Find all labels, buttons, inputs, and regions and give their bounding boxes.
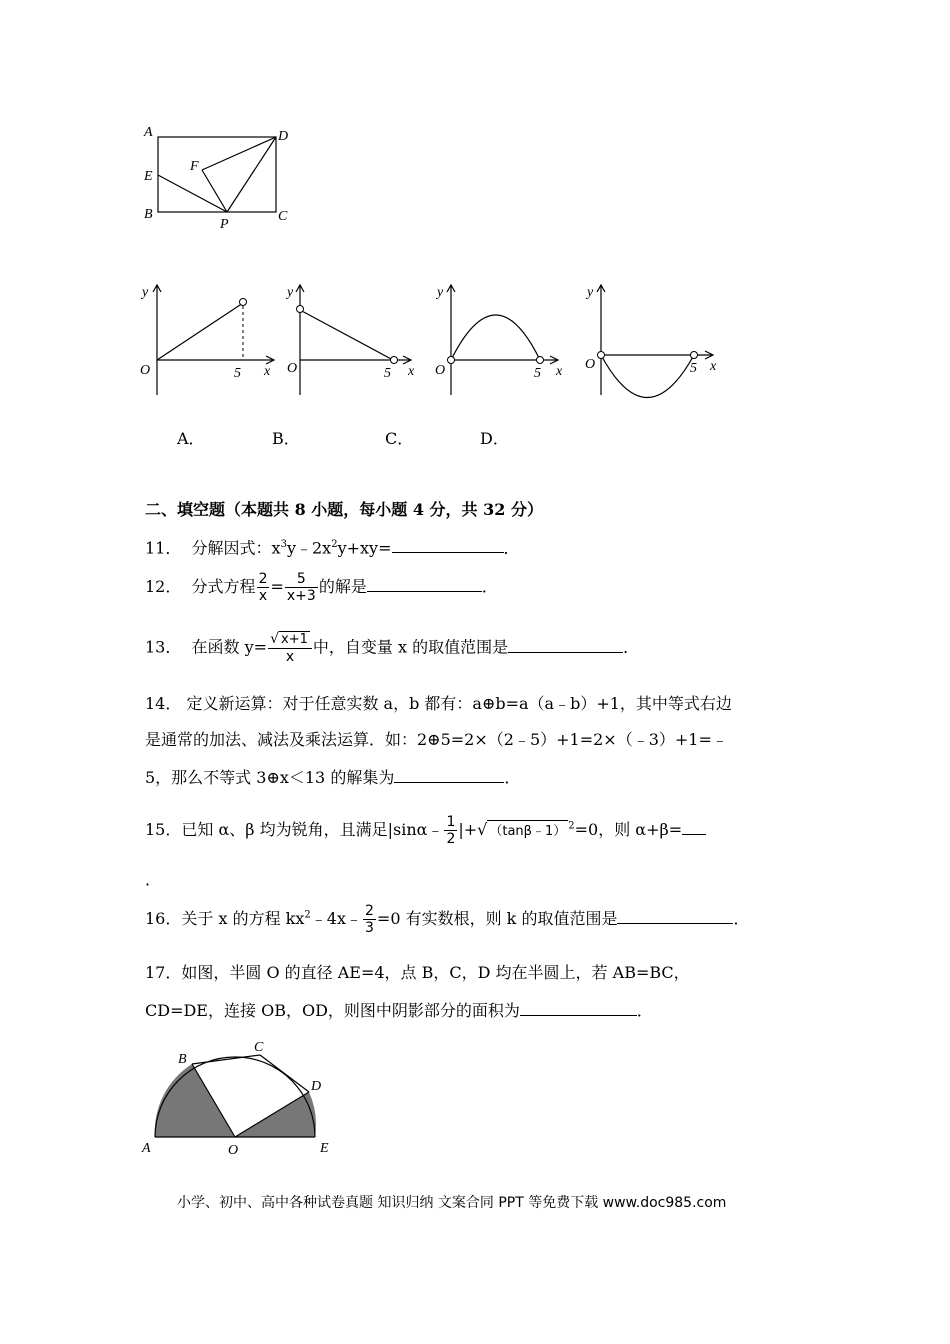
graph-option-c (432, 280, 577, 400)
question-14-line-1: 14． 定义新运算：对于任意实数 a，b 都有：a⊕b=a（a﹣b）+1，其中等式右边 (145, 694, 732, 713)
answer-blank (682, 818, 706, 835)
option-d-label: D． (480, 429, 509, 448)
graph-option-b (285, 280, 430, 400)
answer-blank (367, 575, 482, 592)
svg-text:x: x (408, 364, 415, 379)
label-D: D (278, 129, 289, 144)
answer-blank (392, 536, 504, 553)
answer-blank (394, 766, 504, 783)
svg-text:O: O (228, 1143, 239, 1158)
svg-text:y: y (587, 285, 594, 300)
svg-text:x: x (710, 359, 717, 374)
svg-text:5: 5 (234, 366, 241, 381)
svg-text:B: B (178, 1052, 187, 1067)
graph-option-d (582, 280, 727, 400)
label-A: A (144, 125, 153, 140)
label-B: B (144, 207, 153, 222)
question-15-dot: ． (145, 870, 162, 889)
answer-blank (508, 636, 623, 653)
svg-text:x: x (556, 364, 563, 379)
label-E: E (144, 169, 153, 184)
answer-blank (520, 999, 637, 1016)
label-F: F (190, 159, 199, 174)
svg-text:O: O (287, 361, 298, 376)
question-11: 11． 分解因式：$x^3y﹣2x^2y+xy=$ ． (145, 538, 520, 558)
question-17-line-1: 17．如图，半圆 O 的直径 AE=4，点 B，C，D 均在半圆上，若 AB=BC， (145, 963, 690, 982)
svg-text:x: x (264, 364, 271, 379)
svg-text:y: y (437, 285, 444, 300)
question-16: 16．关于 x 的方程 $kx^2﹣4x﹣$ $\frac{2}{3}$ =0 有实数根，则 k 的取值范围是 ． (145, 903, 750, 936)
svg-text:A: A (142, 1141, 151, 1156)
question-12: 12． 分式方程 $\frac{2}{x}$ = $\frac{5}{x+3}$ 的解是 ． (145, 571, 498, 604)
svg-text:O: O (435, 363, 446, 378)
rectangle-figure (140, 120, 300, 235)
option-c-label: C． (385, 429, 414, 448)
svg-text:5: 5 (384, 366, 391, 381)
question-15: 15．已知 α、β 均为锐角，且满足|sinα﹣ $\frac{1}{2}$ |+√ （tanβ﹣1） $^2$=0，则 α+β= (145, 814, 706, 847)
svg-text:5: 5 (534, 366, 541, 381)
svg-text:5: 5 (690, 361, 697, 376)
graph-option-a (138, 280, 283, 400)
answer-blank (617, 907, 733, 924)
svg-text:O: O (140, 363, 151, 378)
label-C: C (278, 209, 288, 224)
svg-text:E: E (320, 1141, 329, 1156)
footer-text: 小学、初中、高中各种试卷真题 知识归纳 文案合同 PPT 等免费下载 www.doc985.com (177, 1195, 727, 1211)
section-heading: 二、填空题（本题共 8 小题，每小题 4 分，共 32 分） (145, 500, 543, 519)
svg-text:y: y (287, 285, 294, 300)
svg-text:y: y (142, 285, 149, 300)
svg-text:D: D (311, 1079, 322, 1094)
option-b-label: B． (272, 429, 300, 448)
question-14-line-3: 5，那么不等式 3⊕x＜13 的解集为 ． (145, 768, 521, 787)
question-17-line-2: CD=DE，连接 OB，OD，则图中阴影部分的面积为 ． (145, 1001, 653, 1020)
semicircle-figure (140, 1035, 350, 1160)
svg-text:C: C (254, 1040, 264, 1055)
svg-text:O: O (585, 357, 596, 372)
label-P: P (220, 217, 229, 232)
question-14-line-2: 是通常的加法、减法及乘法运算．如：2⊕5=2×（2﹣5）+1=2×（﹣3）+1=﹣ (145, 730, 728, 749)
option-a-label: A． (177, 429, 205, 448)
question-13: 13． 在函数 y= $\frac{√ x+1}{x}$ 中，自变量 x 的取值范围是 ． (145, 631, 640, 665)
